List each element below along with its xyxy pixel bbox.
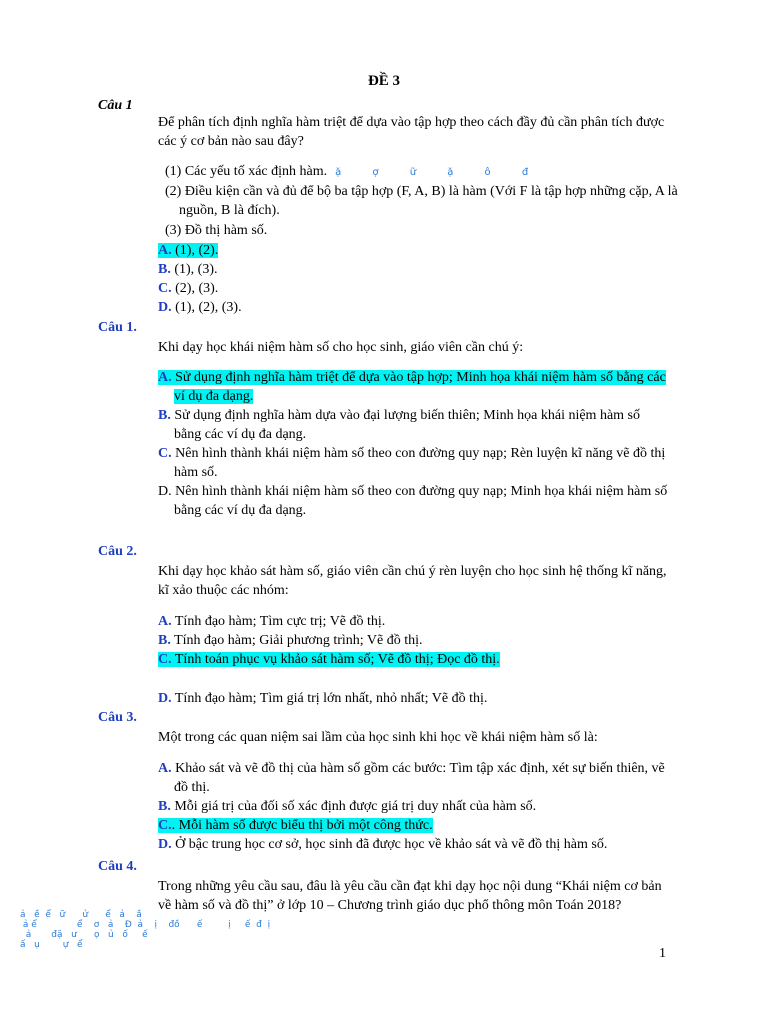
option-d[interactable]: D. Ở bậc trung học cơ sở, học sinh đã được học về khảo sát và vẽ đồ thị hàm số.: [158, 837, 608, 852]
question-label: Câu 3.: [98, 710, 137, 725]
option-a[interactable]: A. (1), (2).: [158, 243, 219, 258]
annotation-glyphs: ặ ợ ữ ặ ô đ: [335, 167, 543, 178]
options-list: [158, 241, 670, 317]
option-c[interactable]: C. Tính toán phục vụ khảo sát hàm số; Vẽ đồ thị; Đọc đồ thị.: [158, 652, 500, 667]
option-c[interactable]: C.. Mỗi hàm số được biểu thị bởi một công thức.: [158, 818, 433, 833]
options-list: [158, 368, 670, 520]
question-stem: Khi dạy học khảo sát hàm số, giáo viên cần chú ý rèn luyện cho học sinh hệ thống kĩ năng, kĩ xảo thuộc các nhóm:: [158, 564, 667, 598]
question-label: Câu 4.: [98, 859, 137, 874]
option-c[interactable]: C. Nên hình thành khái niệm hàm số theo con đường quy nạp; Rèn luyện kĩ năng vẽ đồ thị hàm số.: [158, 446, 666, 480]
option-d[interactable]: D. Tính đạo hàm; Tìm giá trị lớn nhất, nhỏ nhất; Vẽ đồ thị.: [158, 691, 488, 706]
options-list: [158, 759, 670, 854]
option-a[interactable]: A. Sử dụng định nghĩa hàm triệt để dựa vào tập hợp; Minh họa khái niệm hàm số bằng các ví dụ đa dạng.: [158, 370, 666, 404]
option-b[interactable]: B. Tính đạo hàm; Giải phương trình; Vẽ đồ thị.: [158, 633, 423, 648]
question-stem: Một trong các quan niệm sai lầm của học sinh khi học về khái niệm hàm số là:: [158, 730, 598, 745]
option-b[interactable]: B. (1), (3).: [158, 262, 218, 277]
option-a[interactable]: A. Tính đạo hàm; Tìm cực trị; Vẽ đồ thị.: [158, 614, 386, 629]
option-a[interactable]: A. Khảo sát và vẽ đồ thị của hàm số gồm các bước: Tìm tập xác định, xét sự biến thiên, vẽ đồ thị.: [158, 761, 665, 795]
statement-item: (1) Các yếu tố xác định hàm. ặ ợ ữ ặ ô đ: [165, 164, 543, 179]
question-stem: Khi dạy học khái niệm hàm số cho học sinh, giáo viên cần chú ý:: [158, 340, 524, 355]
question-label: Câu 1: [98, 98, 133, 113]
option-b[interactable]: B. Mỗi giá trị của đối số xác định được giá trị duy nhất của hàm số.: [158, 799, 537, 814]
margin-annotation-glyphs: ả ề ể ữ ử ể ả ầ ả ể ể ơ ả Đ ả ị đồ ế ị ế đ ị ả đặ ư ọ ủ ố ế ấ ụ ự ể: [20, 910, 271, 950]
options-list: [158, 612, 670, 708]
option-b[interactable]: B. Sử dụng định nghĩa hàm dựa vào đại lượng biến thiên; Minh họa khái niệm hàm số bằng các ví dụ đa dạng.: [158, 408, 641, 442]
option-c[interactable]: C. (2), (3).: [158, 281, 219, 296]
option-d[interactable]: D. Nên hình thành khái niệm hàm số theo con đường quy nạp; Minh họa khái niệm hàm số bằng các ví dụ đa dạng.: [158, 484, 668, 518]
statement-item: (3) Đồ thị hàm số.: [165, 223, 268, 238]
question-label: Câu 1.: [98, 320, 137, 335]
question-label: Câu 2.: [98, 544, 137, 559]
page-number: 1: [659, 946, 666, 961]
question-stem: Để phân tích định nghĩa hàm triệt để dựa vào tập hợp theo cách đầy đủ cần phân tích được các ý cơ bản nào sau đây?: [158, 115, 665, 149]
option-d[interactable]: D. (1), (2), (3).: [158, 300, 242, 315]
statement-item: (2) Điều kiện cần và đủ để bộ ba tập hợp (F, A, B) là hàm (Với F là tập hợp những cặp, A là nguồn, B là đích).: [165, 184, 678, 218]
page-title: ĐỀ 3: [367, 73, 401, 89]
question-stem: Trong những yêu cầu sau, đâu là yêu cầu cần đạt khi dạy học nội dung “Khái niệm cơ bản về hàm số và đồ thị” ở lớp 10 – Chương trình giáo dục phổ thông môn Toán 2018?: [158, 879, 662, 913]
